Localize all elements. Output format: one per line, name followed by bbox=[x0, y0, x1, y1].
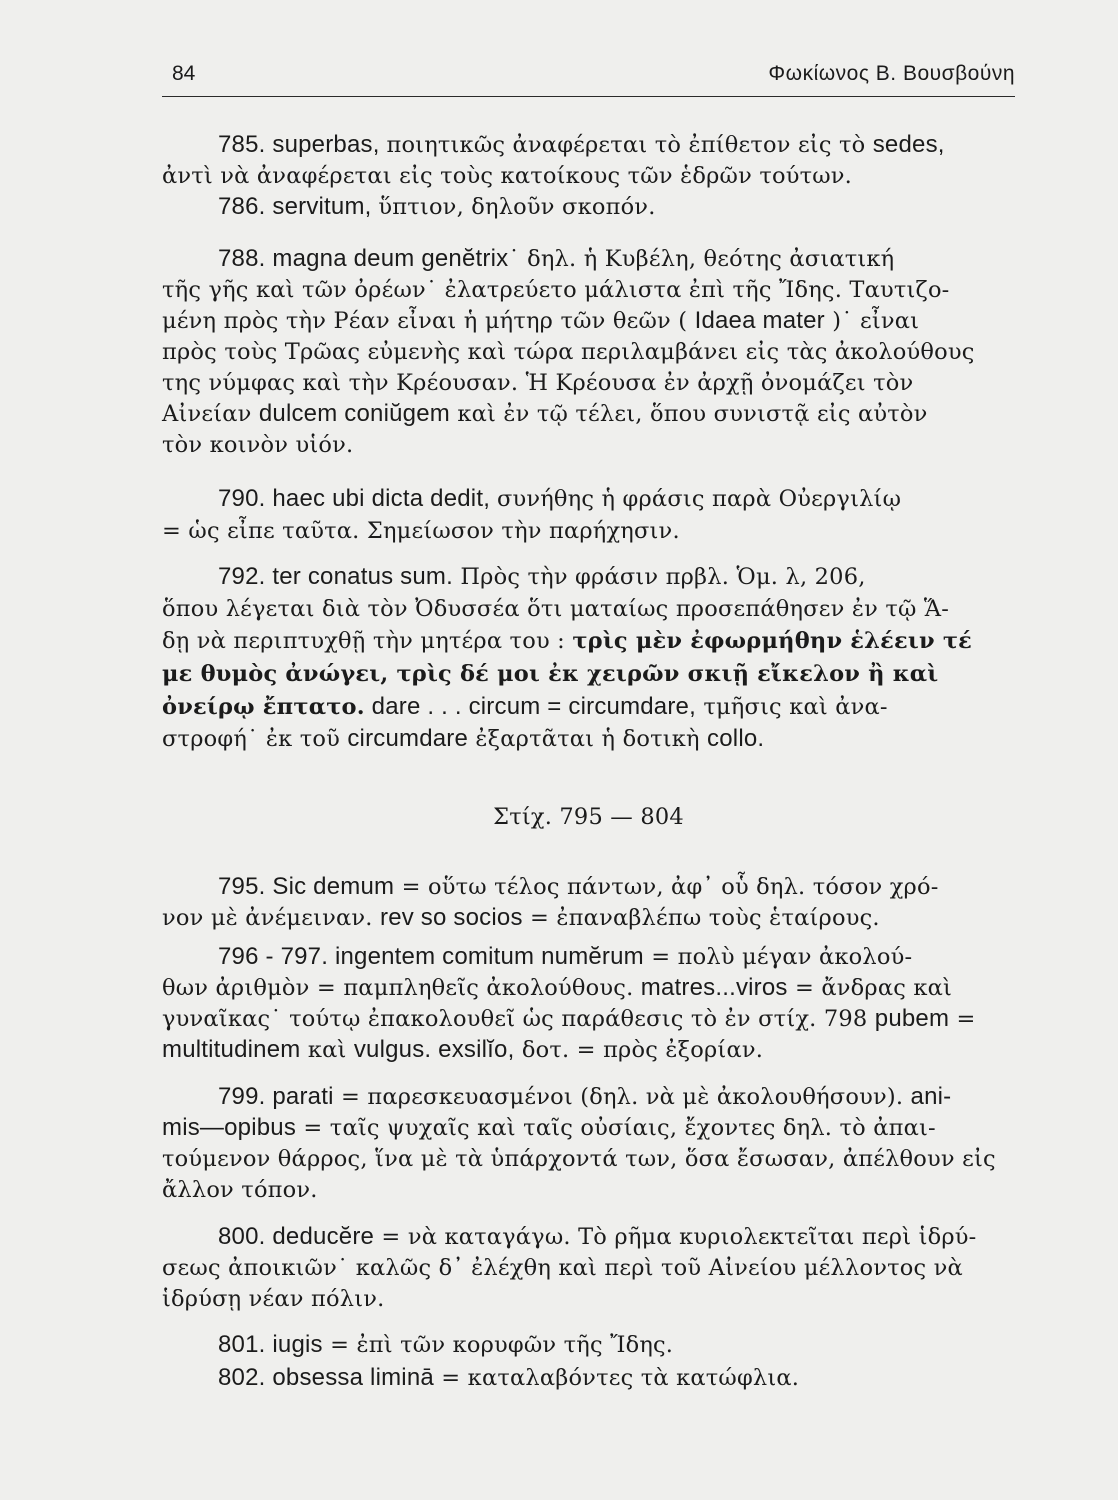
text-line bbox=[162, 724, 764, 754]
greek-text: Αἰνείαν bbox=[162, 401, 259, 427]
text-line bbox=[162, 594, 949, 624]
greek-text: ἄλλον τόπον. bbox=[162, 1177, 318, 1203]
latin-lemma: 800. deducĕre bbox=[218, 1223, 375, 1250]
greek-text: Στίχ. 795 — 804 bbox=[493, 804, 684, 830]
latin-lemma: 796 - 797. ingentem comitum numĕrum bbox=[218, 943, 644, 970]
text-line bbox=[218, 130, 945, 160]
greek-text: = ταῖς ψυχαῖς καὶ ταῖς οὐσίαις, ἔχοντες δηλ. τὸ ἀπαι- bbox=[296, 1115, 936, 1141]
greek-text: τμῆσις καὶ ἀνα- bbox=[695, 694, 888, 720]
latin-lemma: collo. bbox=[707, 725, 765, 752]
latin-lemma: 801. iugis bbox=[218, 1331, 323, 1358]
greek-text: ἱδρύσῃ νέαν πόλιν. bbox=[162, 1286, 385, 1312]
greek-text: τούμενον θάρρος, ἵνα μὲ τὰ ὑπάρχοντά των, ὅσα ἔσωσαν, ἀπέλθουν εἰς bbox=[162, 1146, 996, 1172]
homeric-quote: τρὶς μὲν ἐφωρμήθην ἑλέειν τέ bbox=[572, 628, 973, 654]
greek-text: = ἄνδρας καὶ bbox=[787, 975, 953, 1001]
greek-text: πρὸς τοὺς Τρῶας εὐμενὴς καὶ τώρα περιλαμβάνει εἰς τὰς ἀκολούθους bbox=[162, 339, 975, 365]
greek-text: δῃ νὰ περιπτυχθῇ τὴν μητέρα του : bbox=[162, 628, 573, 654]
text-line bbox=[218, 1222, 976, 1252]
latin-lemma: sedes, bbox=[872, 131, 945, 158]
text-line bbox=[162, 626, 972, 656]
page-number: 84 bbox=[172, 62, 196, 85]
text-line bbox=[218, 1330, 673, 1360]
latin-lemma: 785. superbas, bbox=[218, 131, 387, 158]
text-line bbox=[162, 903, 880, 933]
text-line bbox=[162, 430, 353, 460]
greek-text: )˙ εἶναι bbox=[824, 308, 920, 334]
text-line bbox=[162, 275, 950, 305]
text-line bbox=[162, 1284, 384, 1314]
page-header bbox=[162, 62, 1015, 97]
text-line bbox=[162, 1004, 976, 1034]
text-line bbox=[162, 659, 938, 689]
homeric-quote: με θυμὸς ἀνώγει, τρὶς δέ μοι ἐκ χειρῶν σκιῇ εἴκελον ἢ καὶ bbox=[162, 661, 939, 687]
greek-text: τῆς γῆς καὶ τῶν ὀρέων˙ ἐλατρεύετο μάλιστα ἐπὶ τῆς Ἴδης. Ταυτιζο- bbox=[162, 277, 950, 303]
latin-lemma: 786. servitum, bbox=[218, 193, 379, 220]
greek-text: = πολὺ μέγαν ἀκολού- bbox=[643, 944, 913, 970]
greek-text: καὶ bbox=[300, 1037, 354, 1063]
text-line bbox=[162, 368, 913, 398]
text-line bbox=[162, 516, 680, 546]
latin-lemma: dare . . . circum = circumdare, bbox=[364, 693, 696, 720]
latin-lemma: 799. parati bbox=[218, 1083, 334, 1110]
greek-text: ποιητικῶς ἀναφέρεται τὸ ἐπίθετον εἰς τὸ bbox=[386, 132, 873, 158]
greek-text: = bbox=[949, 1006, 976, 1032]
greek-text: καὶ ἐν τῷ τέλει, ὅπου συνιστᾷ εἰς αὐτὸν bbox=[449, 401, 928, 427]
latin-lemma: 788. magna deum genĕtrix bbox=[218, 245, 509, 272]
greek-text: = ἐπὶ τῶν κορυφῶν τῆς Ἴδης. bbox=[322, 1332, 674, 1358]
latin-lemma: 795. Sic demum bbox=[218, 873, 395, 900]
latin-lemma: matres...viros bbox=[640, 974, 788, 1001]
greek-text: = ὡς εἶπε ταῦτα. Σημείωσον τὴν παρήχησιν. bbox=[162, 518, 680, 544]
text-line bbox=[218, 1082, 951, 1112]
running-head: Φωκίωνος Β. Βουσβούνη bbox=[768, 62, 1015, 85]
text-line bbox=[162, 161, 852, 191]
greek-text: = νὰ καταγάγω. Τὸ ρῆμα κυριολεκτεῖται περὶ ἱδρύ- bbox=[374, 1224, 977, 1250]
latin-lemma: 792. ter conatus sum. bbox=[218, 563, 453, 590]
text-line bbox=[162, 1175, 318, 1205]
greek-text: γυναῖκας˙ τούτῳ ἐπακολουθεῖ ὡς παράθεσις τὸ ἐν στίχ. 798 bbox=[162, 1006, 875, 1032]
latin-lemma: Idaea mater bbox=[694, 307, 825, 334]
text-line bbox=[218, 872, 939, 902]
greek-text: νον μὲ ἀνέμειναν. bbox=[162, 905, 380, 931]
text-line bbox=[162, 1113, 936, 1143]
latin-lemma: mis—opibus bbox=[162, 1114, 297, 1141]
greek-text: ὅπου λέγεται διὰ τὸν Ὀδυσσέα ὅτι ματαίως προσεπάθησεν ἐν τῷ Ἅ- bbox=[162, 596, 950, 622]
greek-text: τὸν κοινὸν υἱόν. bbox=[162, 432, 354, 458]
section-heading bbox=[162, 802, 1015, 832]
greek-text: δοτ. = πρὸς ἐξορίαν. bbox=[514, 1037, 764, 1063]
text-line bbox=[162, 337, 975, 367]
latin-lemma: circumdare bbox=[347, 725, 469, 752]
latin-lemma: vulgus. exsilĭo, bbox=[353, 1036, 515, 1063]
text-line bbox=[162, 692, 888, 722]
greek-text: ἐξαρτᾶται ἡ δοτικὴ bbox=[468, 726, 708, 752]
text-line bbox=[162, 306, 919, 336]
greek-text: = ἐπαναβλέπω τοὺς ἑταίρους. bbox=[522, 905, 880, 931]
greek-text: της νύμφας καὶ τὴν Κρέουσαν. Ἡ Κρέουσα ἐν ἀρχῇ ὀνομάζει τὸν bbox=[162, 370, 914, 396]
homeric-quote: ὀνείρῳ ἔπτατο. bbox=[162, 694, 365, 720]
greek-text: = οὕτω τέλος πάντων, ἀφ᾽ οὗ δηλ. τόσον χρό- bbox=[394, 874, 939, 900]
greek-text: Πρὸς τὴν φράσιν πρβλ. Ὁμ. λ, 206, bbox=[453, 564, 866, 590]
greek-text: = παρεσκευασμένοι (δηλ. νὰ μὲ ἀκολουθήσουν). bbox=[333, 1084, 911, 1110]
text-line bbox=[218, 562, 866, 592]
greek-text: θων ἀριθμὸν = παμπληθεῖς ἀκολούθους. bbox=[162, 975, 641, 1001]
latin-lemma: 790. haec ubi dicta dedit, bbox=[218, 485, 497, 512]
greek-text: = καταλαβόντες τὰ κατώφλια. bbox=[433, 1365, 800, 1391]
latin-lemma: 802. obsessa liminā bbox=[218, 1364, 434, 1391]
text-line bbox=[162, 399, 928, 429]
text-line bbox=[218, 942, 912, 972]
text-line bbox=[218, 192, 656, 222]
greek-text: σεως ἀποικιῶν˙ καλῶς δ᾽ ἐλέχθη καὶ περὶ τοῦ Αἰνείου μέλλοντος νὰ bbox=[162, 1255, 963, 1281]
greek-text: συνήθης ἡ φράσις παρὰ Οὐεργιλίῳ bbox=[496, 486, 902, 512]
text-line bbox=[162, 1035, 763, 1065]
text-line bbox=[162, 1253, 963, 1283]
latin-lemma: rev so socios bbox=[380, 904, 523, 931]
latin-lemma: multitudinem bbox=[162, 1036, 301, 1063]
latin-lemma: ani- bbox=[910, 1083, 952, 1110]
text-line bbox=[218, 1363, 799, 1393]
greek-text: ὕπτιον, δηλοῦν σκοπόν. bbox=[378, 194, 656, 220]
text-line bbox=[218, 484, 901, 514]
greek-text: ˙ δηλ. ἡ Κυβέλη, θεότης ἀσιατική bbox=[508, 246, 895, 272]
text-line bbox=[162, 973, 952, 1003]
greek-text: μένη πρὸς τὴν Ρέαν εἶναι ἡ μήτηρ τῶν θεῶν ( bbox=[162, 308, 695, 334]
text-line bbox=[162, 1144, 996, 1174]
latin-lemma: dulcem coniŭgem bbox=[258, 400, 450, 427]
greek-text: ἀντὶ νὰ ἀναφέρεται εἰς τοὺς κατοίκους τῶν ἑδρῶν τούτων. bbox=[162, 163, 853, 189]
latin-lemma: pubem bbox=[874, 1005, 950, 1032]
greek-text: στροφή˙ ἐκ τοῦ bbox=[162, 726, 348, 752]
text-line bbox=[218, 244, 894, 274]
